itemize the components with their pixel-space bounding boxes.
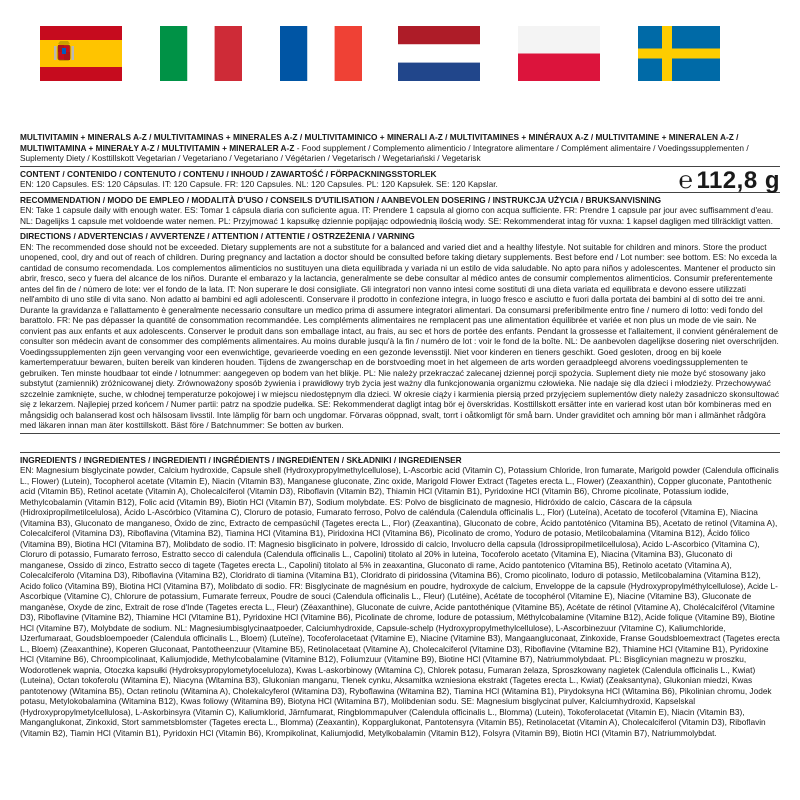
- flag-row: [40, 26, 760, 82]
- directions-text: EN: The recommended dose should not be exceeded. Dietary supplements are not a substitute for a balanced and varied diet and a healthy lifestyle. Not suitable for children and minors. Store the product unopened, cool, dry and out of reach of children. During pregnancy and lactation a doctor should be consulted before taking dietary supplements. Best before end / Lot number: see bottom. ES: No exceda la cantidad de consumo recomendada. Los complementos alimenticios no sustituyen una dieta equilibrada y variada ni un estilo de vida saludable. No apto para niños y adolescentes. Mantener el producto sin abrir, fresco, seco y fuera del alcance de los niños. Durante el embarazo y la lactancia, generalmente se debe consultar al médico antes de consumir complementos alimenticios. Consumir preferentemente antes del fin de / número de lote: ver el fondo de la lata. IT: Non superare le dosi consigliate. Gli integratori non vanno intesi come sostituti di una dieta variata ed equilibrata e devono essere utilizzati nell'ambito di uno stile di vita sano. Non adatto ai bambini ed agli adolescenti. Conservare il prodotto in confezione integra, in luogo fresco e asciutto e fuori dalla portata dei bambini al di sotto dei tre anni. Durante la gravidanza e l'allattamento è generalmente necessario consultare un medico prima di assumere integratori alimentari. Da consumarsi preferibilmente entro fine / numero di lotto: vedi fondo del barattolo. FR: Ne pas dépasser la quantité de consommation recommandée. Les compléments alimentaires ne remplacent pas une alimentation équilibrée et variée et non plus un mode de vie sain. Ne convient pas aux enfants et aux adolescents. Conserver le produit dans son emballage intact, au frais, au sec et hors de portée des enfants. Pendant la grossesse et l'allaitement, il convient généralement de consulter son médecin avant de consommer des compléments alimentaires. Au moins durable jusqu'à la fin / numéro de lot : voir le fond de la boîte. NL: De aanbevolen dagelijkse dosering niet overschrijden. Voedingssupplementen zijn geen vervanging voor een evenwichtige, gevarieerde voeding en een gezonde levensstijl. Niet voor kinderen en tieners geschikt. Goed gesloten, droog en bij koele kamertemperatuur bewaren, buiten bereik van kinderen houden. Tijdens de zwangerschap en de borstvoeding moet in het algemeen de arts worden geraadpleegd alvorens voedingssupplementen te gebruiken. Ten minste houdbaar tot einde / lotnummer: aangegeven op bodem van het blikje. PL: Nie należy przekraczać zalecanej dziennej porcji spożycia. Suplement diety nie może być stosowany jako substytut (zamiennik) zróżnicowanej diety. Zrównoważony sposób żywienia i prawidłowy tryb życia jest ważny dla funkcjonowania organizmu człowieka. Nie nadaje się dla dzieci i młodzieży. Przechowywać szczelnie zamknięte, suche, w chłodnej temperaturze pokojowej i w miejscu niedostępnym dla dzieci. W okresie ciąży i karmienia piersią przed przyjęciem suplementów diety należy zasadniczo skonsultować się z lekarzem. Najlepiej przed końcem / Numer partii: patrz na spodzie pudełka. SE: Rekommenderat dagligt intag bör ej överskridas. Kosttillskott ersätter inte en varierad kost utan bör kombineras med en mångsidig och balanserad kost och hälsosam livsstil. Inte lämplig för barn och ungdomar. Förvaras oöppnad, svalt, torrt i oåtkomligt för små barn. Under graviditet och amning bör man i allmänhet rådgöra med läkaren innan man äter kosttillskott. Bäst före / Batchnummer: Se botten av burken.: [20, 241, 780, 430]
- product-title-block: [20, 132, 780, 164]
- poland-flag-icon: [518, 26, 600, 81]
- divider: [20, 433, 780, 434]
- ingredients-section: [20, 455, 780, 739]
- netherlands-flag-icon: [398, 26, 480, 81]
- content-heading: CONTENT / CONTENIDO / CONTENUTO / CONTENU / INHOUD / ZAWARTOŚĆ / FÖRPACKNINGSSTORLEK: [20, 168, 437, 179]
- divider: [20, 192, 780, 193]
- divider: [20, 228, 780, 229]
- estimated-sign: ℮: [678, 166, 694, 194]
- italy-flag-icon: [160, 26, 242, 81]
- content-section: [20, 166, 780, 194]
- net-weight: [679, 167, 780, 195]
- product-label: [20, 132, 780, 739]
- divider: [20, 452, 780, 453]
- ingredients-heading: INGREDIENTS / INGREDIENTES / INGREDIENTI / INGRÉDIENTS / INGREDIËNTEN / SKŁADNIKI / INGREDIENSER: [20, 454, 462, 465]
- recommendation-heading: RECOMMENDATION / MODO DE EMPLEO / MODALITÀ D'USO / CONSEILS D'UTILISATION / AANBEVOLEN DOSERING / INSTRUKCJA UŻYCIA / BRUKSANVISNING: [20, 194, 662, 205]
- ingredients-text: EN: Magnesium bisglycinate powder, Calcium hydroxide, Capsule shell (Hydroxypropylmethylcellulose), L-Ascorbic acid (Vitamin C), Potassium Chloride, Iron fumarate, Marigold powder (Calendula officinalis L., Flower) (Lutein), Tocopherol acetate (Vitamin E), Niacin (Vitamin B3), Manganese gluconate, Zinc oxide, Marigold Flower Extract (Tagetes erecta L., Flower) (Zeaxanthin), Copper gluconate, Pantothenic acid (Vitamin B5), Retinol acetate (Vitamin A), Cholecalciferol (Vitamin D3), Riboflavin (Vitamin B2), Thiamin HCl (Vitamin B1), Pyridoxine HCl (Vitamin B6), Chrome picolinate, Potassium iodide, Methylcobalamin (Vitamin B12), Folic acid (Vitamin B9), Biotin HCl (Vitamin B7), Sodium molybdate. ES: Polvo de bisglicinato de magnesio, Hidróxido de calcio, Cáscara de la cápsula (Hidroxipropilmetilcelulosa), Ácido L-Ascórbico (Vitamina C), Cloruro de potasio, Fumarato ferroso, Polvo de caléndula (Calendula officinalis L., Flor) (Luteína), Acetato de tocoferol (Vitamina E), Niacina (Vitamina B3), Gluconato de manganeso, Óxido de zinc, Extracto de cempasúchil (Tagetes erecta L., Flor) (Zeaxantina), Gluconato de cobre, Ácido pantoténico (Vitamina B5), Acetato de retinol (Vitamina A), Colecalciferol (Vitamina D3), Riboflavina (Vitamina B2), Tiamina HCl (Vitamina B1), Piridoxina HCl (Vitamina B6), Picolinato de cromo, Yoduro de potasio, Metilcobalamina (Vitamina B12), Ácido fólico (Vitamina B9), Biotina HCl (Vitamina B7), Molibdato de sodio. IT: Magnesio bisglicinato in polvere, Idrossido di calcio, Involucro della capsula (Idrossipropilmetilcellulosa), Acido L-Ascorbico (Vitamina C), Cloruro di potassio, Fumarato ferroso, Estratto secco di calendula (Calendula officinalis L., Capolini) titolato al 20% in luteina, Tocoferolo acetato (Vitamina E), Niacina (Vitamina B3), Gluconato di manganese, Ossido di zinco, Estratto secco di tagete (Tagetes erecta L., Capolini) titolato al 5% in zeaxantina, Gluconato di rame, Acido pantotenico (Vitamina B5), Retinolo acetato (Vitamina A), Colecalciferolo (Vitamina D3), Riboflavina (Vitamina B2), Cloridrato di tiamina (Vitamina B1), Cloridrato di piridossina (Vitamina B6), Cromo picolinato, Ioduro di potassio, Metilcobalamina (Vitamina B12), Acido folico (Vitamina B9), Biotina HCl (Vitamina B7), Molibdato di sodio. FR: Bisglycinate de magnésium en poudre, hydroxyde de calcium, Enveloppe de la capsule (Hydroxypropylméthylcellulose), Acide L-Ascorbique (Vitamine C), Chlorure de potassium, Fumarate ferreux, Poudre de souci (Calendula officinalis L., Fleur) (Lutéine), Acétate de tocophérol (Vitamine E), Niacine (Vitamine B3), Gluconate de manganèse, Oxyde de zinc, Extrait de rose d'Inde (Tagetes erecta L., Fleur) (Zéaxanthine), Gluconate de cuivre, Acide pantothénique (Vitamine B5), Acétate de rétinol (Vitamine A), Cholécalciférol (Vitamine D3), Riboflavine (Vitamine B2), Thiamine HCl (Vitamine B1), Pyridoxine HCl (Vitamine B6), Picolinate de chrome, Iodure de potassium, Méthylcobalamine (Vitamine B12), Acide folique (Vitamine B9), Biotine HCl (Vitamine B7), Molybdate de sodium. NL: Magnesiumbisglycinaatpoeder, Calciumhydroxide, Capsule-schelp (Hydroxypropylmethylcellulose), L-Ascorbinezuur (Vitamine C), Kaliumchloride, IJzerfumaraat, Goudsbloempoeder (Calendula officinalis L., Bloem) (Luteïne), Tocoferolacetaat (Vitamine E), Niacine (Vitamine B3), Mangaangluconaat, Zinkoxide, Franse Goudsbloemextract (Tagetes erecta L., Bloem) (Zeaxanthine), Koperen Gluconaat, Pantotheenzuur (Vitamine B5), Retinolacetaat (Vitamine A), Cholecalciferol (Vitamine D3), Riboflavine (Vitamine B2), Thiamine HCl (Vitamine B1), Pyridoxine HCl (Vitamine B6), Chroompicolinaat, Kaliumjodide, Methylcobalamine (Vitamine B12), Foliumzuur (Vitamine B9), Biotine HCl (Vitamine B7), Natriummolybdaat. PL: Bisglicynian magnezu w proszku, Wodorotlenek wapnia, Otoczka kapsułki (Hydroksypropylometyloceluloza), Kwas L-askorbinowy (Witamina C), Chlorek potasu, Fumaran żelaza, Sproszkowany nagietek (Calendula officinalis L., Kwiat) (Luteina), Octan tokoferolu (Witamina E), Niacyna (Witamina B3), Glukonian manganu, Tlenek cynku, Aksamitka wzniesiona ekstrakt (Tagetes erecta L., Kwiat) (Zeaksantyna), Glukonian miedzi, Kwas pantotenowy (Witamina B5), Octan retinolu (Witamina A), Cholekalcyferol (Witamina D3), Ryboflawina (Witamina B2), Tiamina HCl (Witamina B1), Pirydoksyna HCl (Witamina B6), Pikolinian chromu, Jodek potasu, Metylokobalamina (Witamina B12), Kwas foliowy (Witamina B9), Biotyna HCl (Witamina B7), Molibdenian sodu. SE: Magnesium bisglycinat pulver, Kalciumhydroxid, Kapselskal (Hydroxypropylmetylcellulosa), L-Askorbinsyra (Vitamin C), Kaliumklorid, Järnfumarat, Ringblommapulver (Calendula officinalis L., Blomma) (Lutein), Tokoferolacetat (Vitamin E), Niacin (Vitamin B3), Manganglukonat, Zinkoxid, Stort sammetsblomster (Tagetes erecta L., Blomma) (Zeaxantin), Kopparglukonat, Pantotensyra (Vitamin B5), Retinolacetat (Vitamin A), Cholecalciferol (Vitamin D3), Riboflavin (Vitamin B2), Tiamin HCl (Vitamin B1), Pyridoxin HCl (Vitamin B6), Krompikolinat, Kaliumjodid, Metylkobalamin (Vitamin B12), Folsyra (Vitamin B9), Biotin HCl (Vitamin B7), Natriummolybdat.: [20, 465, 780, 738]
- product-name: MULTIVITAMIN + MINERALS A-Z / MULTIVITAMINAS + MINERALES A-Z / MULTIVITAMINICO + MINERALI A-Z / MULTIVITAMINES + MINÉRAUX A-Z / MULTIVITAMINE + MINERALEN A-Z / MULTIWITAMINA + MINERAŁY A-Z / MULTIVITAMIN + MINERALER A-Z: [20, 132, 739, 153]
- recommendation-section: [20, 195, 780, 227]
- spain-flag-icon: [40, 26, 122, 81]
- france-flag-icon: [280, 26, 362, 81]
- content-text: EN: 120 Capsules. ES: 120 Cápsulas. IT: 120 Capsule. FR: 120 Capsules. NL: 120 Capsules. PL: 120 Kapsułek. SE: 120 Kapslar.: [20, 179, 498, 189]
- directions-section: [20, 231, 780, 431]
- net-weight-value: 112,8 g: [696, 166, 780, 194]
- recommendation-text: EN: Take 1 capsule daily with enough water. ES: Tomar 1 cápsula diaria con suficiente agua. IT: Prendere 1 capsula al giorno con acqua sufficiente. FR: Prendre 1 capsule par jour avec suffisamment d'eau. NL: Dagelijks 1 capsule met voldoende water nemen. PL: Przyjmować 1 kapsułkę dziennie popijając odpowiednią ilością wody. SE: Rekommenderat intag för vuxna: 1 kapsel dagligen med tillräckligt vatten.: [20, 205, 774, 226]
- spacer: [20, 436, 780, 450]
- product-type: - Food supplement / Complemento alimenticio / Integratore alimentare / Complément alimentaire / Voedingssupplementen / Suplementy Diety / Kosttillskott Vegetarian / Vegetariano / Vegetariano / Végétarien / Vegetarisch / Wegetariański / Vegetarisk: [20, 142, 749, 163]
- directions-heading: DIRECTIONS / ADVERTENCIAS / AVVERTENZE / ATTENTION / ATTENTIE / OSTRZEŻENIA / VARNING: [20, 231, 415, 241]
- divider: [20, 166, 780, 167]
- sweden-flag-icon: [638, 26, 720, 81]
